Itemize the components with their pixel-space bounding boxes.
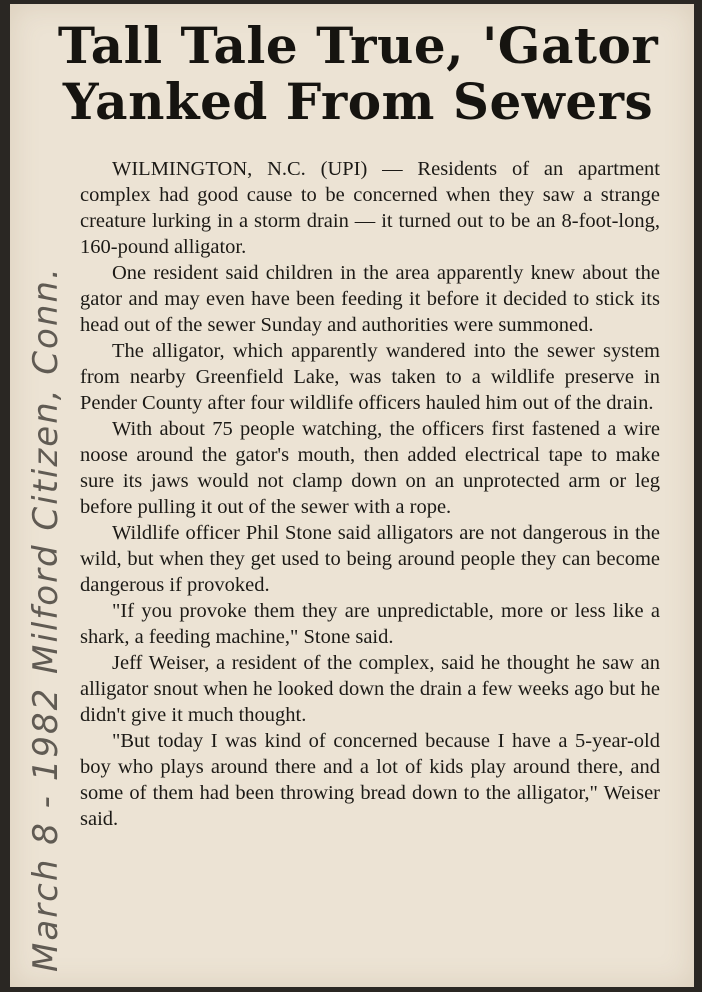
headline-line-1: Tall Tale True, 'Gator — [57, 16, 659, 75]
paragraph: "But today I was kind of concerned because I have a 5-year-old boy who plays around there and a lot of kids play around there, and some of them had been throwing bread down to the alligator," Weiser said. — [80, 730, 660, 830]
paragraph: Wildlife officer Phil Stone said alligators are not dangerous in the wild, but when they get used to being around people they can become dangerous if provoked. — [80, 522, 660, 596]
newspaper-clipping — [10, 4, 694, 987]
paragraph: WILMINGTON, N.C. (UPI) — Residents of an apartment complex had good cause to be concerned when they saw a strange creature lurking in a storm drain — it turned out to be an 8-foot-long, 160-pound alligator. — [80, 158, 660, 258]
article-body — [80, 156, 660, 832]
paragraph: With about 75 people watching, the officers first fastened a wire noose around the gator's mouth, then added electrical tape to make sure its jaws would not clamp down on an unprotected arm or leg before pulling it out of the sewer with a rope. — [80, 418, 660, 518]
paragraph: One resident said children in the area apparently knew about the gator and may even have been feeding it before it decided to stick its head out of the sewer Sunday and authorities were summoned. — [80, 262, 660, 336]
headline-line-2: Yanked From Sewers — [62, 72, 654, 131]
paragraph: "If you provoke them they are unpredictable, more or less like a shark, a feeding machine," Stone said. — [80, 600, 660, 648]
paragraph: Jeff Weiser, a resident of the complex, said he thought he saw an alligator snout when he looked down the drain a few weeks ago but he didn't give it much thought. — [80, 652, 660, 726]
paragraph: The alligator, which apparently wandered into the sewer system from nearby Greenfield Lake, was taken to a wildlife preserve in Pender County after four wildlife officers hauled him out of the drain. — [80, 340, 660, 414]
headline — [28, 18, 688, 130]
handwritten-margin-note: March 8 - 1982 Milford Citizen, Conn. — [26, 266, 66, 972]
